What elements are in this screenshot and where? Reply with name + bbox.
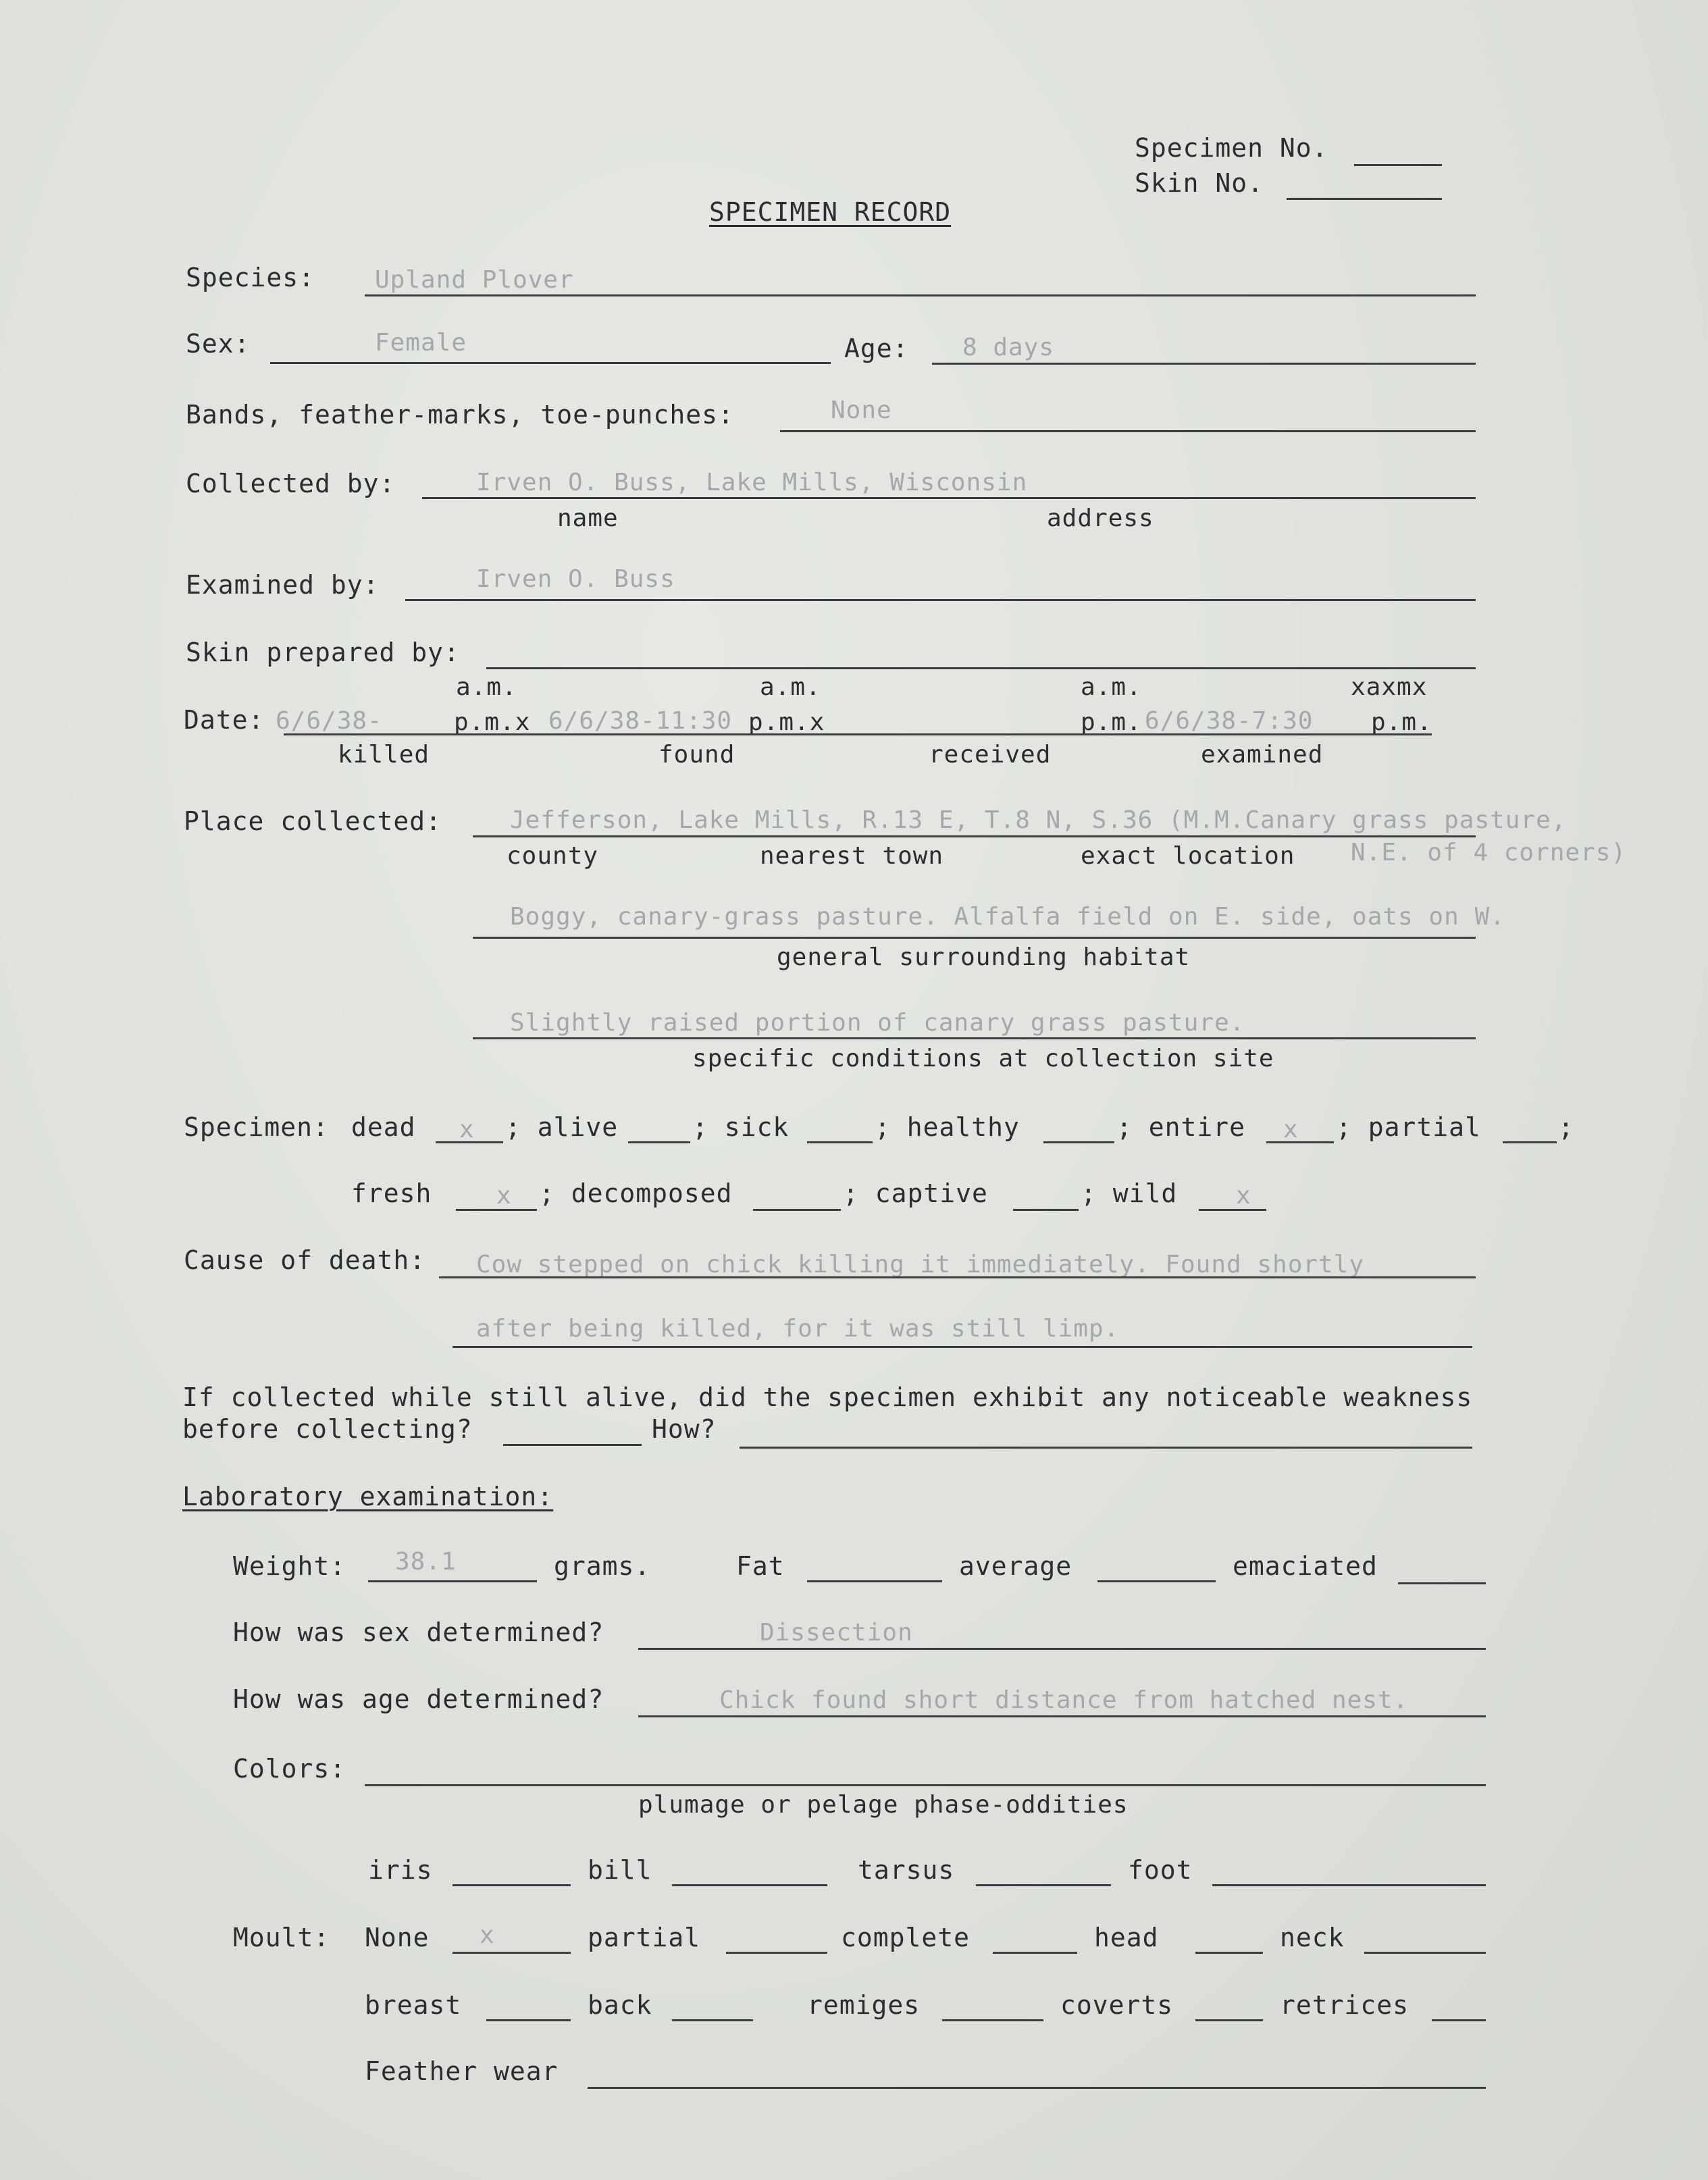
examined-by-label: Examined by:	[186, 570, 380, 600]
dead-line	[436, 1141, 503, 1143]
date-killed-am: a.m.	[456, 673, 517, 701]
bands-label: Bands, feather-marks, toe-punches:	[186, 400, 734, 430]
emaciated-label: emaciated	[1233, 1551, 1378, 1581]
entire-line	[1266, 1141, 1334, 1143]
age-label: Age:	[844, 334, 909, 363]
cause-of-death-label: Cause of death:	[184, 1245, 426, 1275]
tarsus-line	[976, 1884, 1111, 1886]
examined-by-line	[405, 599, 1476, 601]
partial-status-line	[1503, 1141, 1557, 1143]
colors-label: Colors:	[233, 1754, 346, 1784]
date-found-value: 6/6/38-11:30	[548, 707, 733, 735]
entire-value: x	[1283, 1116, 1299, 1143]
captive-line	[1013, 1209, 1079, 1211]
weight-value: 38.1	[395, 1548, 457, 1576]
retrices-label: retrices	[1280, 1990, 1409, 2020]
moult-partial-label: partial	[588, 1923, 701, 1952]
sex-line	[270, 362, 831, 364]
sex-value: Female	[375, 329, 467, 357]
moult-head-line	[1195, 1952, 1263, 1954]
status-end-semicolon: ;	[1558, 1112, 1574, 1142]
bill-line	[672, 1884, 827, 1886]
emaciated-line	[1398, 1582, 1486, 1584]
bill-label: bill	[588, 1855, 652, 1885]
dead-label: dead	[351, 1112, 416, 1142]
habitat-caption: general surrounding habitat	[777, 943, 1191, 971]
feather-wear-label: Feather wear	[365, 2056, 559, 2086]
remiges-line	[942, 2019, 1043, 2021]
captive-label: ; captive	[843, 1178, 988, 1208]
moult-complete-line	[993, 1952, 1077, 1954]
grams-label: grams.	[554, 1551, 651, 1581]
alive-question: If collected while still alive, did the specimen exhibit any noticeable weakness	[182, 1382, 1473, 1412]
alive-label: ; alive	[505, 1112, 619, 1142]
decomposed-line	[753, 1209, 841, 1211]
iris-line	[452, 1884, 571, 1886]
how-label: How?	[652, 1414, 717, 1444]
bands-value: None	[831, 396, 892, 424]
tarsus-label: tarsus	[858, 1855, 955, 1885]
age-determined-label: How was age determined?	[233, 1684, 604, 1714]
dead-value: x	[459, 1116, 475, 1143]
weight-line	[368, 1580, 537, 1582]
skin-no-line	[1287, 198, 1442, 200]
date-examined-value: 6/6/38-7:30	[1145, 707, 1314, 735]
cause-of-death-value: Cow stepped on chick killing it immediately. Found shortly	[476, 1251, 1365, 1278]
average-line	[1097, 1580, 1216, 1582]
how-line	[740, 1447, 1472, 1449]
wild-value: x	[1236, 1182, 1251, 1210]
coverts-line	[1195, 2019, 1263, 2021]
habitat-line	[473, 937, 1476, 939]
date-found-caption: found	[658, 741, 735, 769]
alive-line	[628, 1141, 690, 1143]
place-collected-label: Place collected:	[184, 806, 442, 836]
age-value: 8 days	[962, 334, 1055, 361]
date-label: Date:	[184, 705, 265, 735]
date-found-pm-struck: p.m.x	[748, 708, 825, 736]
fresh-line	[456, 1209, 537, 1211]
sex-determined-label: How was sex determined?	[233, 1617, 604, 1647]
foot-line	[1212, 1884, 1486, 1886]
fresh-value: x	[496, 1182, 512, 1210]
skin-prepared-label: Skin prepared by:	[186, 638, 460, 667]
date-examined-pm: p.m.	[1371, 708, 1432, 736]
exact-location-caption: exact location	[1081, 842, 1295, 870]
lab-exam-title: Laboratory examination:	[182, 1482, 554, 1511]
date-examined-caption: examined	[1201, 741, 1324, 769]
moult-none-line	[452, 1952, 571, 1954]
moult-none-label: None	[365, 1923, 430, 1952]
moult-label: Moult:	[233, 1923, 330, 1952]
cause-of-death-line	[439, 1276, 1476, 1278]
conditions-line	[473, 1037, 1476, 1039]
cause-of-death-value-2: after being killed, for it was still limp.	[476, 1315, 1120, 1343]
place-collected-value-2: N.E. of 4 corners)	[1351, 839, 1627, 866]
date-line	[284, 733, 1432, 735]
breast-line	[486, 2019, 571, 2021]
page-title: SPECIMEN RECORD	[709, 197, 952, 227]
entire-label: ; entire	[1116, 1112, 1246, 1142]
moult-neck-label: neck	[1280, 1923, 1345, 1952]
age-line	[932, 363, 1476, 365]
back-line	[672, 2019, 753, 2021]
species-line	[365, 294, 1476, 296]
moult-complete-label: complete	[841, 1923, 971, 1952]
remiges-label: remiges	[807, 1990, 921, 2020]
weight-label: Weight:	[233, 1551, 346, 1581]
alive-question-2: before collecting?	[182, 1414, 473, 1444]
fat-line	[807, 1580, 942, 1582]
conditions-value: Slightly raised portion of canary grass pasture.	[510, 1009, 1245, 1037]
partial-status-label: ; partial	[1336, 1112, 1481, 1142]
date-received-caption: received	[929, 741, 1052, 769]
age-determined-value: Chick found short distance from hatched nest.	[719, 1686, 1409, 1714]
place-collected-value: Jefferson, Lake Mills, R.13 E, T.8 N, S.36 (M.M.Canary grass pasture,	[510, 806, 1567, 834]
collected-by-line	[422, 497, 1476, 499]
county-caption: county	[507, 842, 599, 870]
retrices-line	[1432, 2019, 1486, 2021]
before-collecting-line	[503, 1444, 642, 1446]
age-determined-line	[638, 1715, 1486, 1717]
examined-by-value: Irven O. Buss	[476, 565, 675, 593]
foot-label: foot	[1128, 1855, 1193, 1885]
sex-determined-value: Dissection	[760, 1619, 913, 1646]
fat-label: Fat	[736, 1551, 785, 1581]
wild-line	[1199, 1209, 1266, 1211]
wild-label: ; wild	[1081, 1178, 1178, 1208]
species-value: Upland Plover	[375, 266, 574, 294]
date-killed-pm-struck: p.m.x	[454, 708, 531, 736]
nearest-town-caption: nearest town	[760, 842, 944, 870]
date-killed-caption: killed	[338, 741, 430, 769]
collected-by-label: Collected by:	[186, 469, 396, 498]
healthy-line	[1043, 1141, 1114, 1143]
sex-label: Sex:	[186, 329, 251, 359]
date-found-am: a.m.	[760, 673, 821, 701]
sick-label: ; sick	[692, 1112, 790, 1142]
colors-line	[365, 1784, 1486, 1786]
collected-by-value: Irven O. Buss, Lake Mills, Wisconsin	[476, 469, 1028, 496]
breast-label: breast	[365, 1990, 462, 2020]
moult-none-value: x	[480, 1921, 495, 1949]
cause-of-death-line-2	[452, 1346, 1472, 1348]
coverts-label: coverts	[1060, 1990, 1174, 2020]
sex-determined-line	[638, 1648, 1486, 1650]
skin-prepared-line	[486, 667, 1476, 669]
date-killed-value: 6/6/38-	[276, 707, 383, 735]
place-collected-line	[473, 835, 1476, 837]
back-label: back	[588, 1990, 652, 2020]
sick-line	[807, 1141, 873, 1143]
species-label: Species:	[186, 263, 315, 292]
date-received-am: a.m.	[1081, 673, 1142, 701]
healthy-label: ; healthy	[875, 1112, 1020, 1142]
specimen-no-label: Specimen No.	[1135, 133, 1328, 163]
moult-head-label: head	[1094, 1923, 1159, 1952]
plumage-caption: plumage or pelage phase-oddities	[638, 1791, 1129, 1819]
date-examined-am-struck: xaxmx	[1351, 673, 1428, 701]
moult-neck-line	[1364, 1952, 1486, 1954]
specimen-no-line	[1354, 164, 1442, 166]
collected-address-caption: address	[1047, 504, 1154, 532]
specimen-status-label: Specimen:	[184, 1112, 329, 1142]
fresh-label: fresh	[351, 1178, 432, 1208]
conditions-caption: specific conditions at collection site	[692, 1045, 1274, 1072]
bands-line	[780, 430, 1476, 432]
decomposed-label: ; decomposed	[539, 1178, 733, 1208]
skin-no-label: Skin No.	[1135, 168, 1264, 198]
feather-wear-line	[588, 2087, 1486, 2089]
date-received-pm: p.m.	[1081, 708, 1142, 736]
average-label: average	[959, 1551, 1072, 1581]
habitat-value: Boggy, canary-grass pasture. Alfalfa field on E. side, oats on W.	[510, 903, 1505, 931]
collected-name-caption: name	[557, 504, 619, 532]
iris-label: iris	[368, 1855, 433, 1885]
moult-partial-line	[726, 1952, 827, 1954]
